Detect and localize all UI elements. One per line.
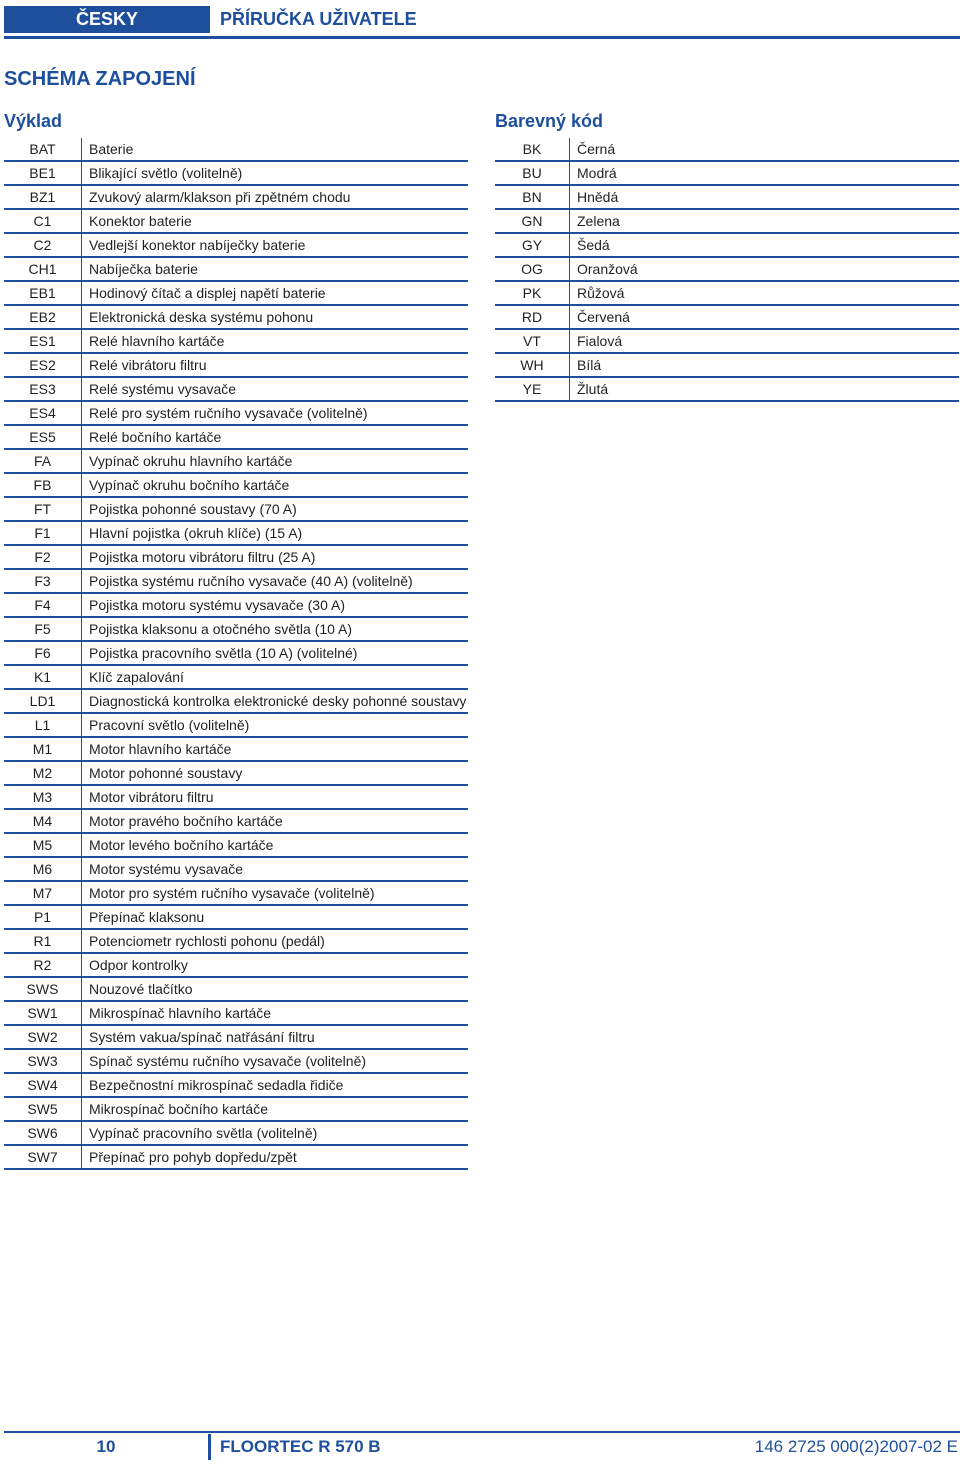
color-row-code: RD — [495, 305, 570, 329]
legend-row-description: Motor levého bočního kartáče — [82, 833, 469, 857]
header-divider — [4, 36, 960, 39]
legend-row-description: Konektor baterie — [82, 209, 469, 233]
legend-row — [4, 1001, 468, 1025]
color-code-title: Barevný kód — [495, 111, 604, 131]
color-row-code: OG — [495, 257, 570, 281]
color-row-description: Červená — [570, 305, 960, 329]
legend-row-description: Motor pravého bočního kartáče — [82, 809, 469, 833]
legend-row — [4, 1097, 468, 1121]
legend-row — [4, 377, 468, 401]
legend-row-code: ES1 — [4, 329, 82, 353]
legend-row-code: F6 — [4, 641, 82, 665]
color-row-code: GN — [495, 209, 570, 233]
legend-row-code: SW2 — [4, 1025, 82, 1049]
legend-row-description: Relé systému vysavače — [82, 377, 469, 401]
color-row — [495, 305, 959, 329]
color-row-description: Růžová — [570, 281, 960, 305]
legend-row-description: Motor pro systém ručního vysavače (volitelně) — [82, 881, 469, 905]
legend-row-code: M6 — [4, 857, 82, 881]
legend-row-description: Hlavní pojistka (okruh klíče) (15 A) — [82, 521, 469, 545]
legend-row — [4, 329, 468, 353]
legend-row — [4, 209, 468, 233]
legend-row-code: SWS — [4, 977, 82, 1001]
legend-row — [4, 138, 468, 161]
legend-row-code: M2 — [4, 761, 82, 785]
legend-row — [4, 281, 468, 305]
legend-row — [4, 425, 468, 449]
legend-row-code: F2 — [4, 545, 82, 569]
legend-row — [4, 1073, 468, 1097]
legend-row-description: Nabíječka baterie — [82, 257, 469, 281]
legend-row-code: SW4 — [4, 1073, 82, 1097]
legend-row — [4, 1025, 468, 1049]
legend-row-code: M3 — [4, 785, 82, 809]
legend-row-description: Relé bočního kartáče — [82, 425, 469, 449]
legend-row-code: BZ1 — [4, 185, 82, 209]
legend-row — [4, 785, 468, 809]
legend-row — [4, 497, 468, 521]
legend-row — [4, 953, 468, 977]
footer-divider — [4, 1431, 960, 1433]
legend-row — [4, 257, 468, 281]
color-row-description: Fialová — [570, 329, 960, 353]
manual-title: PŘÍRUČKA UŽIVATELE — [220, 9, 417, 29]
color-row-code: YE — [495, 377, 570, 401]
legend-row-description: Spínač systému ručního vysavače (volitelně) — [82, 1049, 469, 1073]
legend-row-description: Mikrospínač hlavního kartáče — [82, 1001, 469, 1025]
legend-row-code: L1 — [4, 713, 82, 737]
legend-row — [4, 665, 468, 689]
legend-row-code: SW6 — [4, 1121, 82, 1145]
legend-row-code: LD1 — [4, 689, 82, 713]
legend-row-code: ES5 — [4, 425, 82, 449]
legend-row-code: SW3 — [4, 1049, 82, 1073]
legend-row-description: Vypínač okruhu bočního kartáče — [82, 473, 469, 497]
legend-row-description: Baterie — [82, 138, 469, 161]
color-row — [495, 138, 959, 161]
legend-row — [4, 1121, 468, 1145]
legend-row-description: Pojistka systému ručního vysavače (40 A) (volitelně) — [82, 569, 469, 593]
legend-row-description: Vypínač okruhu hlavního kartáče — [82, 449, 469, 473]
legend-row — [4, 233, 468, 257]
color-row — [495, 329, 959, 353]
model-name: FLOORTEC R 570 B — [220, 1437, 381, 1456]
legend-row-code: ES4 — [4, 401, 82, 425]
legend-row-code: ES2 — [4, 353, 82, 377]
legend-row-description: Relé vibrátoru filtru — [82, 353, 469, 377]
legend-row — [4, 449, 468, 473]
legend-row — [4, 593, 468, 617]
color-row-code: BK — [495, 138, 570, 161]
legend-row-code: F1 — [4, 521, 82, 545]
legend-row-description: Přepínač klaksonu — [82, 905, 469, 929]
legend-row-code: CH1 — [4, 257, 82, 281]
legend-row-description: Vypínač pracovního světla (volitelně) — [82, 1121, 469, 1145]
color-row-description: Hnědá — [570, 185, 960, 209]
color-code-table — [495, 138, 959, 402]
legend-row-code: C1 — [4, 209, 82, 233]
legend-row-description: Pracovní světlo (volitelně) — [82, 713, 469, 737]
color-row-description: Bílá — [570, 353, 960, 377]
color-row — [495, 353, 959, 377]
legend-row-description: Motor vibrátoru filtru — [82, 785, 469, 809]
color-row — [495, 161, 959, 185]
legend-row — [4, 521, 468, 545]
legend-row-code: F3 — [4, 569, 82, 593]
legend-row — [4, 929, 468, 953]
section-title: SCHÉMA ZAPOJENÍ — [4, 68, 196, 90]
legend-row-code: P1 — [4, 905, 82, 929]
legend-row-description: Elektronická deska systému pohonu — [82, 305, 469, 329]
legend-row-description: Hodinový čítač a displej napětí baterie — [82, 281, 469, 305]
legend-row — [4, 1145, 468, 1169]
legend-row — [4, 545, 468, 569]
legend-row-code: EB2 — [4, 305, 82, 329]
color-row-code: WH — [495, 353, 570, 377]
legend-row — [4, 353, 468, 377]
legend-row — [4, 833, 468, 857]
legend-row-description: Pojistka pracovního světla (10 A) (volitelné) — [82, 641, 469, 665]
footer-separator — [208, 1434, 211, 1460]
legend-row — [4, 713, 468, 737]
legend-table — [4, 138, 468, 1170]
legend-row-description: Pojistka motoru systému vysavače (30 A) — [82, 593, 469, 617]
legend-row-code: C2 — [4, 233, 82, 257]
color-row-code: BU — [495, 161, 570, 185]
color-row-description: Zelena — [570, 209, 960, 233]
legend-row-code: FB — [4, 473, 82, 497]
legend-row-code: EB1 — [4, 281, 82, 305]
legend-row-code: M4 — [4, 809, 82, 833]
legend-row — [4, 689, 468, 713]
legend-row-code: SW5 — [4, 1097, 82, 1121]
legend-row — [4, 401, 468, 425]
legend-row-code: FT — [4, 497, 82, 521]
legend-row-code: K1 — [4, 665, 82, 689]
color-row-description: Oranžová — [570, 257, 960, 281]
legend-row-description: Pojistka pohonné soustavy (70 A) — [82, 497, 469, 521]
legend-row-description: Motor hlavního kartáče — [82, 737, 469, 761]
color-row-description: Šedá — [570, 233, 960, 257]
color-row — [495, 281, 959, 305]
color-row — [495, 209, 959, 233]
legend-row — [4, 881, 468, 905]
color-row — [495, 185, 959, 209]
legend-title: Výklad — [4, 111, 63, 131]
legend-row-description: Relé pro systém ručního vysavače (volitelně) — [82, 401, 469, 425]
legend-row — [4, 857, 468, 881]
color-row-description: Modrá — [570, 161, 960, 185]
legend-row-code: M5 — [4, 833, 82, 857]
legend-row-code: BAT — [4, 138, 82, 161]
legend-row-description: Potenciometr rychlosti pohonu (pedál) — [82, 929, 469, 953]
color-row-description: Žlutá — [570, 377, 960, 401]
legend-row-code: M7 — [4, 881, 82, 905]
legend-row — [4, 761, 468, 785]
legend-row-description: Motor pohonné soustavy — [82, 761, 469, 785]
legend-row-description: Relé hlavního kartáče — [82, 329, 469, 353]
legend-row-description: Bezpečnostní mikrospínač sedadla řidiče — [82, 1073, 469, 1097]
legend-row-code: F5 — [4, 617, 82, 641]
legend-row-code: SW1 — [4, 1001, 82, 1025]
legend-row — [4, 473, 468, 497]
legend-row-description: Klíč zapalování — [82, 665, 469, 689]
legend-row — [4, 809, 468, 833]
legend-row — [4, 161, 468, 185]
legend-row — [4, 737, 468, 761]
legend-row-code: R1 — [4, 929, 82, 953]
color-row — [495, 377, 959, 401]
legend-row — [4, 185, 468, 209]
legend-row-description: Mikrospínač bočního kartáče — [82, 1097, 469, 1121]
legend-row-code: M1 — [4, 737, 82, 761]
legend-row-description: Pojistka motoru vibrátoru filtru (25 A) — [82, 545, 469, 569]
legend-row-description: Diagnostická kontrolka elektronické desky pohonné soustavy — [82, 689, 469, 713]
color-row-description: Černá — [570, 138, 960, 161]
legend-row-code: SW7 — [4, 1145, 82, 1169]
legend-row-code: BE1 — [4, 161, 82, 185]
legend-row — [4, 617, 468, 641]
legend-row-code: FA — [4, 449, 82, 473]
color-row-code: PK — [495, 281, 570, 305]
color-row — [495, 233, 959, 257]
legend-row-description: Pojistka klaksonu a otočného světla (10 A) — [82, 617, 469, 641]
color-row-code: VT — [495, 329, 570, 353]
legend-row — [4, 977, 468, 1001]
color-row — [495, 257, 959, 281]
legend-row-description: Zvukový alarm/klakson při zpětném chodu — [82, 185, 469, 209]
legend-row — [4, 1049, 468, 1073]
legend-row — [4, 641, 468, 665]
language-tab: ČESKY — [4, 6, 210, 33]
legend-row-description: Motor systému vysavače — [82, 857, 469, 881]
legend-row-code: R2 — [4, 953, 82, 977]
color-row-code: GY — [495, 233, 570, 257]
legend-row — [4, 305, 468, 329]
document-code: 146 2725 000(2)2007-02 E — [754, 1437, 958, 1456]
legend-row-description: Odpor kontrolky — [82, 953, 469, 977]
legend-row-description: Přepínač pro pohyb dopředu/zpět — [82, 1145, 469, 1169]
legend-row-description: Vedlejší konektor nabíječky baterie — [82, 233, 469, 257]
legend-row-code: F4 — [4, 593, 82, 617]
legend-row — [4, 569, 468, 593]
legend-row-code: ES3 — [4, 377, 82, 401]
legend-row-description: Nouzové tlačítko — [82, 977, 469, 1001]
color-row-code: BN — [495, 185, 570, 209]
legend-row-description: Systém vakua/spínač natřásání filtru — [82, 1025, 469, 1049]
page-number: 10 — [96, 1437, 116, 1456]
legend-row — [4, 905, 468, 929]
legend-row-description: Blikající světlo (volitelně) — [82, 161, 469, 185]
